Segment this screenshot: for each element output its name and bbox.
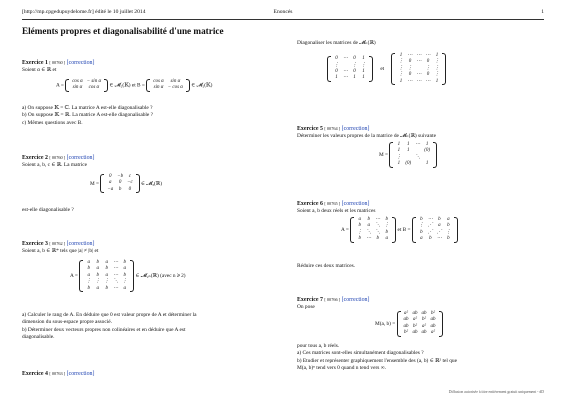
equation — [70, 260, 186, 292]
right-paren — [442, 53, 446, 85]
exercise-code: [ 00762 ] — [49, 241, 66, 246]
matrix-entry: a — [367, 223, 370, 229]
right-paren — [439, 311, 443, 337]
exercise-code: [ 00760 ] — [49, 155, 66, 160]
left-column — [22, 26, 277, 377]
matrix-entry: (0) — [424, 148, 431, 154]
matrix-entry: ⋮ — [398, 65, 404, 71]
exercise-text: Déterminer les valeurs propres de la matrice de 𝓜ₙ(ℝ) suivante — [297, 133, 437, 140]
matrix-entry: ⋮ — [95, 279, 101, 285]
exercise-heading — [22, 240, 277, 248]
equation-text: et B = — [397, 227, 411, 234]
right-paren — [136, 174, 140, 193]
equation — [379, 142, 437, 168]
left-paren — [65, 79, 69, 92]
exercise-label: Exercice 5 — [297, 126, 323, 132]
matrix-entry: ⋮ — [396, 154, 402, 160]
exercise-code: [ 00764 ] — [324, 126, 341, 131]
matrix — [146, 79, 190, 92]
equation-text: M(a, b) = — [375, 321, 396, 328]
matrix-entry: b — [87, 266, 90, 272]
matrix-entry: b² — [422, 317, 427, 323]
matrix-entry: a — [96, 285, 99, 291]
equation-text: ∈ 𝓜₂(𝕂) — [191, 82, 213, 89]
matrix-entry: b — [447, 236, 450, 242]
question-a: a) Ces matrices sont-elles simultanément diagonalisables ? — [297, 350, 424, 357]
matrix-entry: 1 — [397, 142, 401, 147]
matrix-entry: ⋯ — [343, 69, 348, 75]
matrix-entry: ⋯ — [343, 75, 348, 81]
matrix-entry: ⋯ — [416, 78, 422, 84]
matrix — [397, 311, 443, 337]
matrix-entry: a² — [413, 317, 418, 323]
matrix-entry: ab — [430, 317, 436, 323]
matrix-entry: ⋮ — [122, 279, 128, 285]
correction-link[interactable]: [correction] — [341, 201, 370, 207]
matrix-entry: ⋮ — [445, 229, 451, 235]
matrix-entry: a — [447, 217, 450, 222]
right-paren — [454, 217, 458, 243]
exercise-heading — [297, 200, 547, 208]
matrix-entry: ⋮ — [334, 62, 339, 68]
matrix-entry: 0 — [118, 180, 122, 186]
matrix-entry: b — [105, 285, 108, 291]
matrix-entry: ⋮ — [407, 65, 413, 71]
exercise-code: [ 00760 ] — [49, 60, 66, 65]
matrix-entry: ab — [412, 330, 418, 336]
matrix — [391, 53, 446, 85]
matrix-entry: ab — [421, 311, 427, 316]
matrix-entry: ⋮ — [357, 229, 363, 235]
matrix-entry: a — [123, 285, 126, 291]
matrix-entry: 0 — [408, 59, 412, 65]
matrix-entry: cos α — [72, 79, 83, 84]
header-section: Enoncés — [273, 9, 293, 15]
matrix-entry: 1 — [425, 161, 429, 167]
matrix-entry: b — [123, 272, 126, 278]
exercise-code: [ 00766 ] — [324, 297, 341, 302]
matrix-entry: ⋯ — [113, 260, 119, 265]
equation-text: ∈ 𝓜₃(ℝ) — [141, 180, 162, 187]
matrix-entry: b — [123, 260, 126, 265]
question-b: b) Déterminer deux vecteurs propres non colinéaires et en déduire que A est — [22, 326, 186, 333]
question-b: b) On suppose 𝕂 = ℝ. La matrice A est-elle diagonalisable ? — [22, 112, 154, 119]
matrix-entry: a — [420, 236, 423, 242]
matrix-entry: ⋯ — [427, 217, 433, 222]
matrix-entry: ⋮ — [434, 72, 440, 78]
matrix-entry: a — [105, 260, 108, 265]
right-paren — [186, 79, 190, 92]
matrix-entry: b — [358, 236, 361, 242]
text-line: pour tous a, b réels. — [297, 343, 340, 349]
matrix-entry: a² — [422, 323, 427, 329]
matrix-entry: − sin α — [86, 79, 102, 84]
matrix-entry: b — [87, 285, 90, 291]
left-paren — [397, 311, 401, 337]
document-title: Eléments propres et diagonalisabilité d'une matrice — [22, 26, 224, 36]
matrix-entry: a — [87, 272, 90, 278]
exercise-7 — [297, 296, 547, 371]
matrix — [412, 217, 458, 243]
question-b-cont: M(a, b)ⁿ tend vers 0 quand n tend vers ∞. — [297, 364, 386, 371]
matrix-grid — [332, 56, 368, 82]
matrix-entry: sin α — [153, 85, 164, 91]
matrix-grid — [151, 79, 185, 92]
question: Réduire ces deux matrices. — [297, 263, 356, 269]
matrix — [327, 56, 373, 82]
matrix-entry: b — [420, 217, 423, 222]
matrix-entry: a — [385, 236, 388, 242]
exercise-6 — [297, 200, 547, 269]
right-paren — [369, 56, 373, 82]
exercise-text: Soient a, b ∈ ℝ* tels que |a| ≠ |b| et — [22, 248, 99, 255]
matrix-entry: ⋮ — [86, 279, 92, 285]
matrix-entry: (0) — [405, 161, 412, 167]
matrix-entry: 0 — [408, 72, 412, 78]
equation-text: M = — [379, 152, 389, 159]
matrix-entry: b — [96, 272, 99, 278]
matrix-entry: −c — [127, 180, 133, 186]
correction-link[interactable]: [correction] — [66, 241, 95, 247]
matrix-entry: b — [385, 229, 388, 235]
matrix-entry: ab — [430, 323, 436, 329]
correction-link[interactable]: [correction] — [66, 371, 95, 377]
exercise-text: Soient α ∈ ℝ et — [22, 67, 57, 74]
right-paren — [130, 260, 134, 292]
left-paren — [412, 217, 416, 243]
left-paren — [100, 174, 104, 193]
question-c: c) Mêmes questions avec B. — [22, 119, 83, 126]
matrix-entry: 0 — [426, 59, 430, 65]
matrix-entry: ⋯ — [113, 266, 119, 272]
left-paren — [389, 142, 393, 168]
left-paren — [146, 79, 150, 92]
exercise-heading — [297, 296, 547, 304]
matrix-entry: ⋰ — [427, 223, 433, 229]
matrix-entry: ab — [403, 323, 409, 329]
matrix-entry: ⋮ — [398, 59, 404, 65]
matrix-entry: a² — [431, 330, 436, 336]
matrix-entry: 1 — [362, 56, 365, 62]
matrix — [65, 79, 108, 92]
matrix-entry: sin α — [72, 85, 83, 91]
matrix-entry: ⋯ — [343, 56, 348, 62]
matrix-entry: ⋮ — [361, 62, 366, 68]
matrix-entry: a — [105, 272, 108, 278]
equation — [341, 217, 458, 243]
matrix-entry: 1 — [435, 78, 439, 84]
matrix-entry: 1 — [435, 53, 439, 58]
matrix-grid — [394, 142, 432, 168]
matrix-entry: c — [128, 174, 132, 179]
matrix-entry: b — [438, 217, 441, 222]
exercise-2 — [22, 154, 277, 213]
equation — [90, 174, 162, 193]
matrix — [79, 260, 134, 292]
matrix-entry: b — [358, 223, 361, 229]
matrix-entry: b — [118, 186, 122, 192]
exercise-label: Exercice 2 — [22, 155, 48, 161]
matrix-entry: b — [376, 236, 379, 242]
exercise-text: Soient a, b deux réels et les matrices — [297, 208, 376, 215]
matrix-grid — [355, 217, 391, 243]
matrix-entry: 1 — [407, 142, 410, 147]
exercise-1 — [22, 59, 277, 126]
exercise-label: Exercice 3 — [22, 241, 48, 247]
matrix-entry: b — [420, 229, 423, 235]
matrix-entry: b² — [404, 330, 409, 336]
matrix-entry: b — [96, 260, 99, 265]
exercise-text: Diagonaliser les matrices de 𝓜ₙ(ℝ) — [297, 40, 376, 46]
right-paren — [392, 217, 396, 243]
matrix-entry: a — [96, 266, 99, 272]
matrix-entry: ⋯ — [407, 78, 413, 84]
left-paren — [350, 217, 354, 243]
matrix-entry: ⋱ — [375, 229, 381, 235]
equation-text: A = — [341, 227, 349, 234]
matrix-entry: 1 — [397, 148, 401, 154]
matrix-entry: ⋮ — [434, 59, 440, 65]
matrix-entry: 0 — [353, 69, 356, 75]
exercise-text: On pose — [297, 304, 315, 311]
matrix-entry: 0 — [109, 174, 112, 179]
question-a: a) On suppose 𝕂 = ℂ. La matrice A est-elle diagonalisable ? — [22, 105, 153, 111]
matrix-entry: ab — [421, 330, 427, 336]
page-header — [22, 8, 544, 20]
matrix-entry: − cos α — [167, 85, 183, 91]
right-paren — [104, 79, 108, 92]
matrix-entry: ⋯ — [375, 217, 381, 222]
exercise-heading — [22, 59, 277, 67]
matrix-entry: b — [367, 217, 370, 222]
matrix-entry: cos α — [153, 79, 164, 84]
equation — [375, 311, 443, 337]
matrix-entry: ⋯ — [113, 272, 119, 278]
left-paren — [79, 260, 83, 292]
left-paren — [327, 56, 331, 82]
matrix-entry: ⋯ — [416, 72, 422, 78]
matrix — [350, 217, 396, 243]
matrix-entry: 0 — [353, 56, 356, 62]
matrix-entry: a — [123, 266, 126, 272]
question-b-cont: diagonalisable. — [22, 333, 55, 340]
right-paren — [433, 142, 437, 168]
matrix-grid — [402, 311, 438, 337]
matrix-entry: ⋮ — [352, 62, 357, 68]
matrix-entry: ⋯ — [407, 53, 413, 58]
matrix-entry: ⋱ — [415, 154, 421, 160]
matrix-entry: a — [109, 180, 112, 186]
matrix-entry: b² — [413, 323, 418, 329]
exercise-label: Exercice 6 — [297, 201, 323, 207]
matrix-entry: 1 — [335, 75, 338, 81]
page-footer: Diffusion autorisée à titre entièrement gratuit uniquement - dD — [448, 390, 544, 394]
equation-text: A = — [70, 273, 78, 280]
header-page-number: 1 — [541, 9, 544, 15]
matrix-entry: a² — [404, 311, 409, 316]
matrix-entry: 1 — [353, 75, 356, 81]
question-a: a) Calculer le rang de A. En déduire que 0 est valeur propre de A et déterminer la — [22, 312, 197, 318]
matrix-entry: ⋯ — [366, 236, 372, 242]
matrix-entry: ⋰ — [436, 229, 442, 235]
matrix-entry — [413, 161, 422, 167]
matrix-entry: ⋰ — [427, 229, 433, 235]
matrix-entry: −a — [107, 186, 114, 192]
matrix-entry: ⋱ — [366, 229, 372, 235]
correction-link[interactable]: [correction] — [341, 126, 370, 132]
matrix-grid — [84, 260, 129, 292]
equation-text: et — [380, 66, 385, 73]
matrix-entry: ⋮ — [434, 65, 440, 71]
correction-link[interactable]: [correction] — [66, 155, 95, 161]
matrix-entry: b — [105, 266, 108, 272]
matrix-entry: b² — [431, 311, 436, 316]
matrix-entry: −b — [117, 174, 124, 179]
matrix-entry: ⋯ — [425, 53, 431, 58]
matrix-grid — [70, 79, 103, 92]
matrix-entry: b — [429, 236, 432, 242]
exercise-5 — [297, 125, 547, 167]
exercise-4 — [22, 370, 277, 378]
equation-text: ∈ 𝓜₂ₙ(ℝ) (avec n ⩾ 2) — [135, 273, 186, 280]
exercise-heading — [22, 154, 277, 162]
question-b: b) Etudier et représenter graphiquement l'ensemble des (a, b) ∈ ℝ² tel que — [297, 357, 457, 364]
matrix-entry: ⋯ — [415, 142, 421, 147]
matrix-entry: 0 — [426, 72, 430, 78]
left-paren — [391, 53, 395, 85]
question-a-cont: dimension du sous-espace propre associé. — [22, 319, 112, 326]
exercise-3 — [22, 240, 277, 340]
matrix-entry: a — [87, 260, 90, 265]
exercise-text: Soient a, b, c ∈ ℝ. La matrice — [22, 162, 88, 169]
matrix-entry: ⋱ — [113, 279, 119, 285]
matrix-entry: ⋱ — [375, 223, 381, 229]
matrix-entry: 1 — [362, 69, 365, 75]
matrix-entry: ab — [412, 311, 418, 316]
matrix-entry: ⋮ — [104, 279, 110, 285]
equation-text: M = — [90, 180, 100, 187]
matrix-entry: ⋮ — [425, 65, 431, 71]
correction-link[interactable]: [correction] — [66, 60, 95, 66]
matrix-entry: ⋮ — [384, 223, 390, 229]
matrix-entry: 0 — [335, 56, 338, 62]
matrix-entry: ⋯ — [436, 236, 442, 242]
matrix — [100, 174, 139, 193]
matrix-entry: ⋯ — [425, 78, 431, 84]
matrix — [389, 142, 437, 168]
correction-link[interactable]: [correction] — [341, 297, 370, 303]
matrix-entry: 1 — [362, 75, 365, 81]
matrix-entry: 1 — [399, 78, 403, 84]
matrix-grid — [105, 174, 134, 193]
matrix-entry: 1 — [399, 53, 403, 58]
matrix-entry: ab — [403, 317, 409, 323]
exercise-code: [ 00765 ] — [324, 201, 341, 206]
matrix-grid — [396, 53, 441, 85]
matrix-entry: a — [438, 223, 441, 229]
matrix-entry: b — [447, 223, 450, 229]
matrix-entry: ⋯ — [113, 285, 119, 291]
exercise-heading — [22, 370, 277, 378]
matrix-entry: cos α — [88, 85, 100, 91]
equation-text: ∈ 𝓜₂(𝕂) et B = — [109, 82, 145, 89]
matrix-entry: ⋯ — [416, 59, 422, 65]
exercise-4-continued — [297, 40, 547, 84]
matrix-entry: 1 — [425, 142, 429, 147]
exercise-code: [ 00763 ] — [49, 371, 66, 376]
matrix-entry: ⋮ — [398, 72, 404, 78]
header-source: [http://mp.cpgedupuydelome.fr] édité le 10 juillet 2014 — [22, 9, 146, 15]
matrix-entry: a — [358, 217, 361, 222]
matrix-grid — [417, 217, 453, 243]
matrix-entry: 1 — [407, 148, 410, 154]
matrix-entry: ⋮ — [418, 223, 424, 229]
exercise-label: Exercice 1 — [22, 60, 48, 66]
exercise-label: Exercice 7 — [297, 297, 323, 303]
equation-text: A = — [56, 82, 64, 89]
exercise-label: Exercice 4 — [22, 371, 48, 377]
question: est-elle diagonalisable ? — [22, 207, 74, 213]
matrix-entry: b — [385, 217, 388, 222]
matrix-entry: sin α — [170, 79, 181, 84]
matrix-entry: 1 — [397, 161, 401, 167]
equation — [56, 79, 212, 92]
matrix-entry: 0 — [335, 69, 338, 75]
matrix-entry: ⋯ — [416, 53, 422, 58]
matrix-entry: 0 — [128, 186, 132, 192]
equation — [327, 53, 446, 85]
